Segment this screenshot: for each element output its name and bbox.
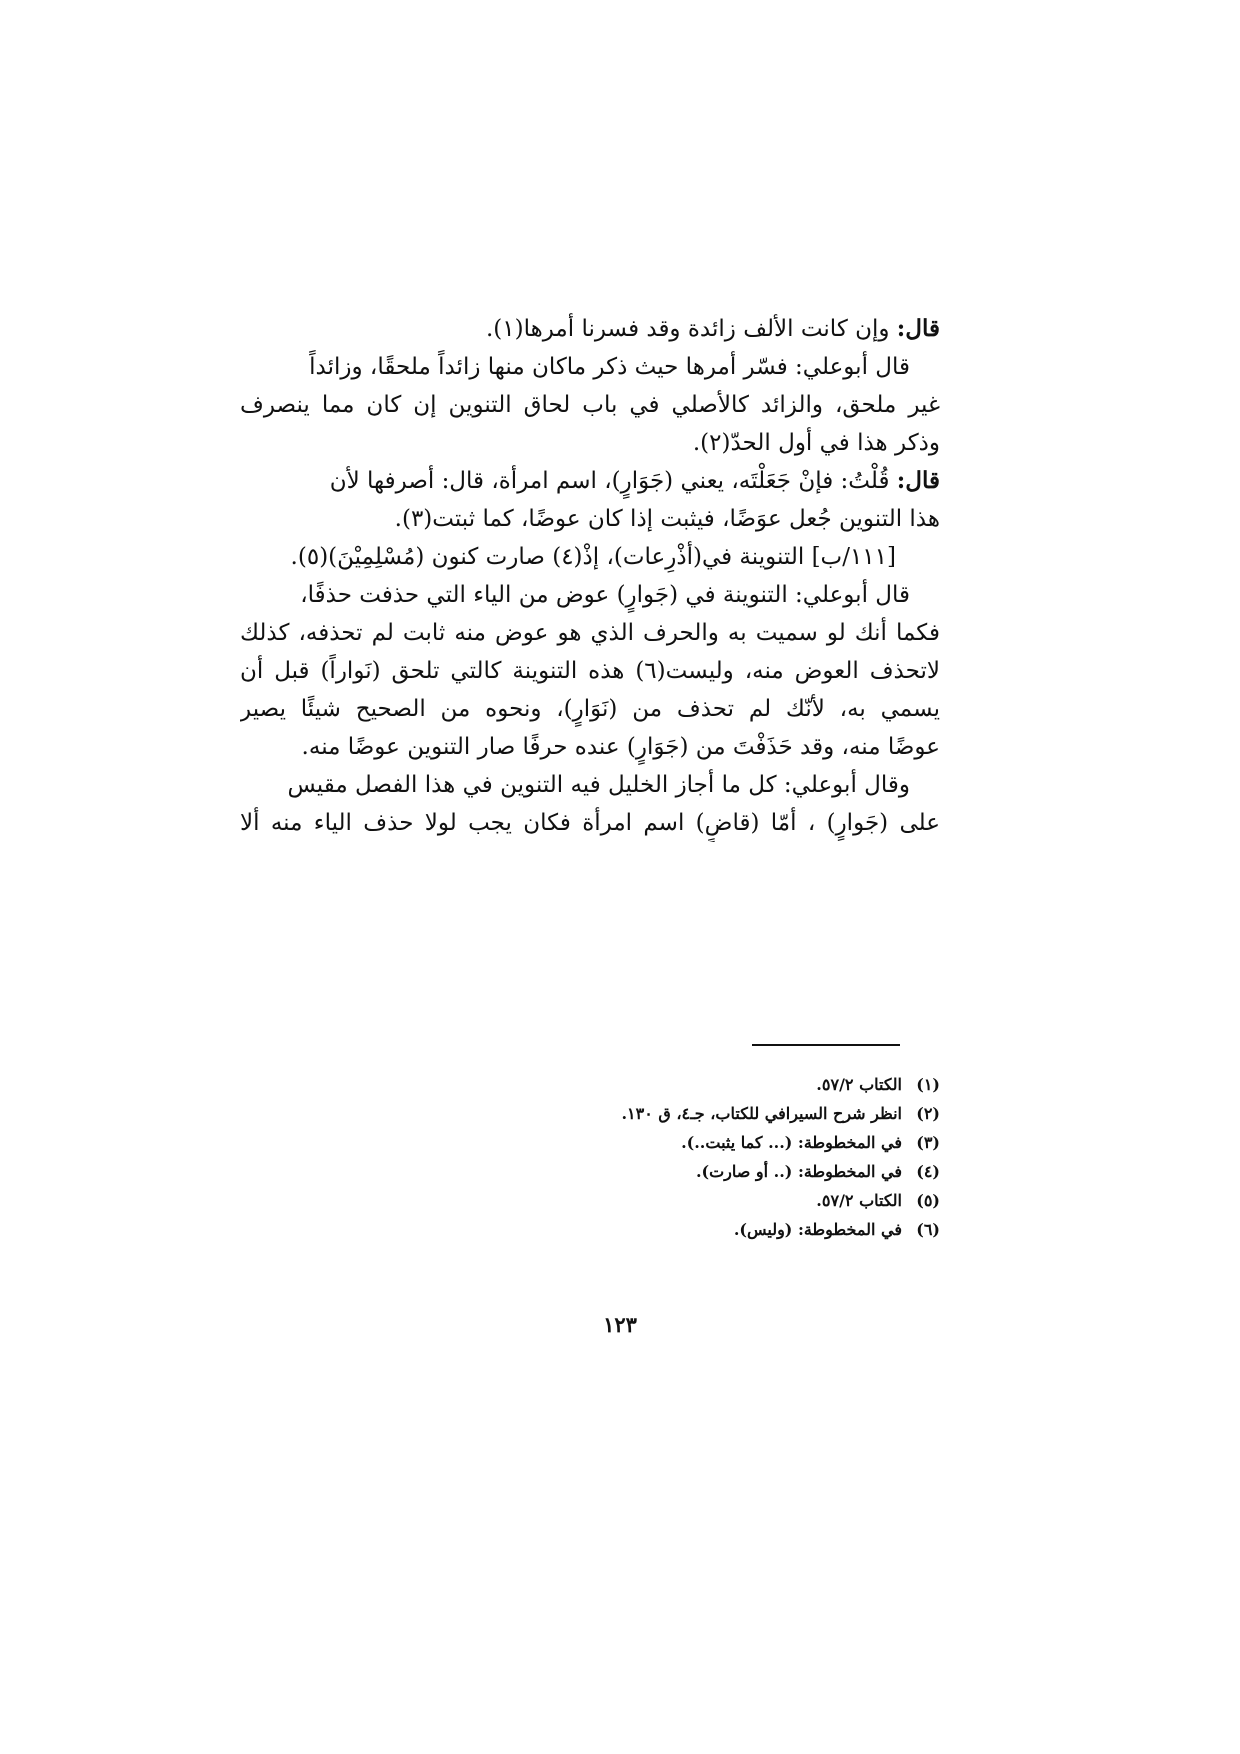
text-line-9 <box>240 614 940 652</box>
line-text: هذا التنوين جُعل عوَضًا، فيثبت إذا كان عوضًا، كما ثبتت(٣). <box>394 506 940 532</box>
footnote-text: في المخطوطة: (.. أو صارت). <box>695 1162 902 1181</box>
text-line-13 <box>240 766 940 804</box>
line-text: وذكر هذا في أول الحدّ(٢). <box>692 430 940 456</box>
text-line-4 <box>240 424 940 462</box>
line-text: لاتحذف العوض منه، وليست(٦) هذه التنوينة كالتي تلحق (نَواراً) قبل أن <box>240 658 940 684</box>
footnote-item <box>240 1186 940 1215</box>
text-line-2 <box>240 348 940 386</box>
line-text: على (جَوارٍ) ، أمّا (قاضٍ) اسم امرأة فكان يجب لولا حذف الياء منه ألا <box>240 810 940 836</box>
footnote-text: انظر شرح السيرافي للكتاب، جـ٤، ق ١٣٠. <box>621 1104 902 1123</box>
footnotes-list <box>240 1070 940 1244</box>
text-line-8 <box>240 576 940 614</box>
line-text: قال أبوعلي: التنوينة في (جَوارٍ) عوض من الياء التي حذفت حذفًا، <box>300 582 910 608</box>
line-text: [١١١/ب] التنوينة في(أذْرِعات)، إذْ(٤) صارت كنون (مُسْلِمِيْنَ)(٥). <box>290 544 896 570</box>
footnote-text: الكتاب ٥٧/٢. <box>816 1075 902 1094</box>
footnote-number: (٥) <box>916 1191 940 1210</box>
text-line-11 <box>240 690 940 728</box>
footnote-number: (٤) <box>916 1162 940 1181</box>
line-text: غير ملحق، والزائد كالأصلي في باب لحاق التنوين إن كان مما ينصرف <box>240 392 940 418</box>
text-line-3 <box>240 386 940 424</box>
text-line-12 <box>240 728 940 766</box>
line-text: وقال أبوعلي: كل ما أجاز الخليل فيه التنوين في هذا الفصل مقيس <box>287 772 910 798</box>
text-line-14 <box>240 804 940 842</box>
line-text: قُلْتُ: فإنْ جَعَلْتَه، يعني (جَوَارٍ)، اسم امرأة، قال: أصرفها لأن <box>329 468 897 494</box>
footnote-text: في المخطوطة: (وليس). <box>733 1220 902 1239</box>
footnote-text: الكتاب ٥٧/٢. <box>816 1191 902 1210</box>
line-text: فكما أنك لو سميت به والحرف الذي هو عوض منه ثابت لم تحذفه، كذلك <box>240 620 940 646</box>
speaker-label: قال: <box>896 467 940 494</box>
footnote-item <box>240 1157 940 1186</box>
text-line-1 <box>240 310 940 348</box>
line-text: قال أبوعلي: فسّر أمرها حيث ذكر ماكان منها زائداً ملحقًا، وزائداً <box>309 354 910 380</box>
footnote-item <box>240 1070 940 1099</box>
footnote-item <box>240 1099 940 1128</box>
footnote-number: (١) <box>916 1075 940 1094</box>
footnote-item <box>240 1128 940 1157</box>
main-text-block <box>240 310 940 842</box>
line-text: عوضًا منه، وقد حَذَفْتَ من (جَوَارٍ) عنده حرفًا صار التنوين عوضًا منه. <box>301 734 940 760</box>
text-line-6 <box>240 500 940 538</box>
page-number: ١٢٣ <box>603 1312 637 1337</box>
speaker-label: قال: <box>896 315 940 342</box>
footnote-number: (٢) <box>916 1104 940 1123</box>
line-text: يسمي به، لأنّك لم تحذف من (نَوَارٍ)، ونحوه من الصحيح شيئًا يصير <box>240 696 940 722</box>
footnote-divider <box>752 1044 900 1046</box>
footnote-number: (٣) <box>916 1133 940 1152</box>
footnote-item <box>240 1215 940 1244</box>
footnote-text: في المخطوطة: (... كما يثبت..). <box>681 1133 902 1152</box>
text-line-7 <box>240 538 940 576</box>
text-line-10 <box>240 652 940 690</box>
footnote-number: (٦) <box>916 1220 940 1239</box>
text-line-5 <box>240 462 940 500</box>
line-text: وإن كانت الألف زائدة وقد فسرنا أمرها(١). <box>485 316 897 342</box>
